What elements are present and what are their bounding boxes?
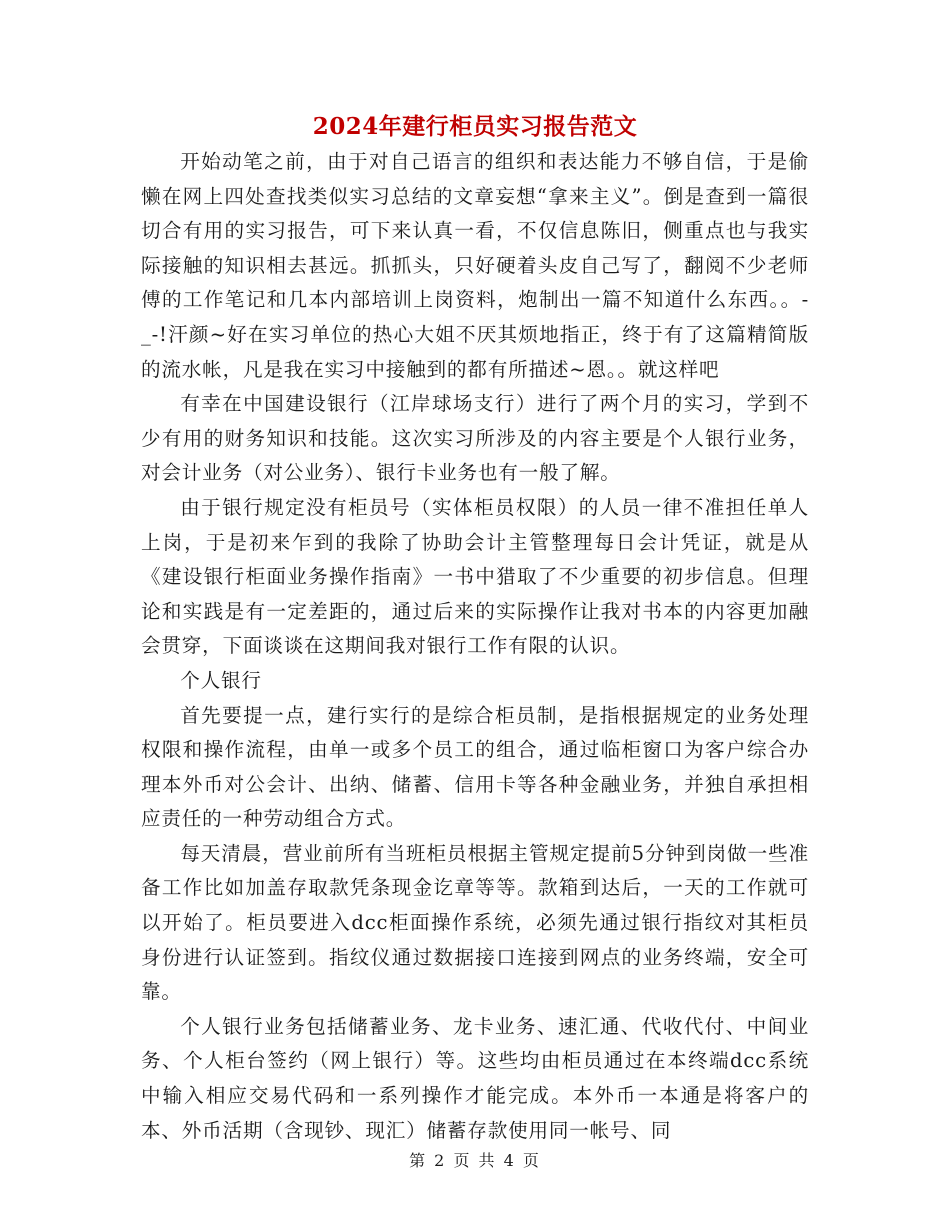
paragraph-personal-business: 个人银行业务包括储蓄业务、龙卡业务、速汇通、代收代付、中间业务、个人柜台签约（网上银行）等。这些均由柜员通过在本终端dcc系统中输入相应交易代码和一系列操作才能完成。本外币一本通是将客户的本、外币活期（含现钞、现汇）储蓄存款使用同一帐号、同 [141, 1014, 809, 1142]
paragraph-morning-routine: 每天清晨，营业前所有当班柜员根据主管规定提前5分钟到岗做一些准备工作比如加盖存取款凭条现金讫章等等。款箱到达后，一天的工作就可以开始了。柜员要进入dcc柜面操作系统，必须先通过银行指纹对其柜员身份进行认证签到。指纹仪通过数据接口连接到网点的业务终端，安全可靠。 [141, 841, 809, 1004]
paragraph-intro: 开始动笔之前，由于对自己语言的组织和表达能力不够自信，于是偷懒在网上四处查找类似实习总结的文章妄想“拿来主义”。倒是查到一篇很切合有用的实习报告，可下来认真一看，不仅信息陈旧，侧重点也与我实际接触的知识相去甚远。抓抓头，只好硬着头皮自己写了，翻阅不少老师傅的工作笔记和几本内部培训上岗资料，炮制出一篇不知道什么东西。。-_-!汗颜~好在实习单位的热心大姐不厌其烦地指正，终于有了这篇精简版的流水帐，凡是我在实习中接触到的都有所描述~恩。。就这样吧 [141, 150, 809, 381]
paragraph-rules: 由于银行规定没有柜员号（实体柜员权限）的人员一律不准担任单人上岗，于是初来乍到的我除了协助会计主管整理每日会计凭证，就是从《建设银行柜面业务操作指南》一书中猎取了不少重要的初步信息。但理论和实践是有一定差距的，通过后来的实际操作让我对书本的内容更加融会贯穿，下面谈谈在这期间我对银行工作有限的认识。 [141, 495, 809, 658]
page-footer: 第 2 页 共 4 页 [409, 1151, 541, 1170]
document-body [141, 145, 809, 1148]
document-title: 2024年建行柜员实习报告范文 [312, 113, 638, 140]
section-heading-personal-banking: 个人银行 [180, 668, 262, 692]
paragraph-internship: 有幸在中国建设银行（江岸球场支行）进行了两个月的实习，学到不少有用的财务知识和技能。这次实习所涉及的内容主要是个人银行业务，对会计业务（对公业务）、银行卡业务也有一般了解。 [141, 392, 809, 485]
paragraph-teller-system: 首先要提一点，建行实行的是综合柜员制，是指根据规定的业务处理权限和操作流程，由单一或多个员工的组合，通过临柜窗口为客户综合办理本外币对公会计、出纳、储蓄、信用卡等各种金融业务，并独自承担相应责任的一种劳动组合方式。 [141, 703, 809, 831]
